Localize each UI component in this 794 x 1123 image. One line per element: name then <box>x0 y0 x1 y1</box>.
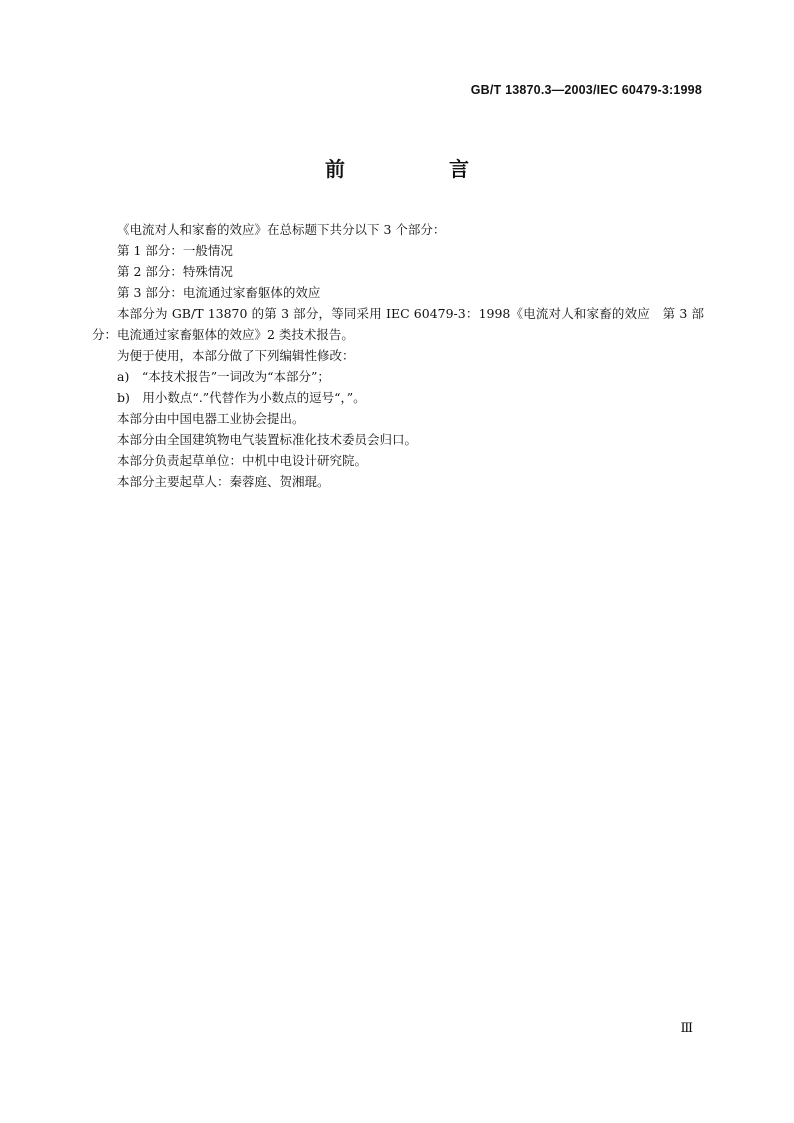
paragraph-part-2: 第 2 部分：特殊情况 <box>117 264 233 279</box>
paragraph-part-3: 第 3 部分：电流通过家畜躯体的效应 <box>117 285 321 300</box>
paragraph-drafters: 本部分主要起草人：秦蓉庭、贺湘琨。 <box>117 474 330 489</box>
paragraph-adoption: 本部分为 GB/T 13870 的第 3 部分，等同采用 IEC 60479-3：1998《电流对人和家畜的效应 第 3 部分：电流通过家畜躯体的效应》2 类技术报告。 <box>92 306 704 342</box>
paragraph-edit-b: b) 用小数点“.”代替作为小数点的逗号“，”。 <box>117 390 366 405</box>
paragraph-edit-a: a) “本技术报告”一词改为“本部分”； <box>117 369 330 384</box>
paragraph-part-1: 第 1 部分：一般情况 <box>117 243 233 258</box>
paragraph-edits-intro: 为便于使用，本部分做了下列编辑性修改： <box>117 348 355 363</box>
foreword-body <box>92 219 704 492</box>
paragraph-drafting-unit: 本部分负责起草单位：中机中电设计研究院。 <box>117 453 368 468</box>
page-title: 前 言 <box>325 157 511 181</box>
paragraph-proposed-by: 本部分由中国电器工业协会提出。 <box>117 411 305 426</box>
standard-code-header: GB/T 13870.3—2003/IEC 60479-3:1998 <box>470 83 702 97</box>
paragraph-centralized-by: 本部分由全国建筑物电气装置标准化技术委员会归口。 <box>117 432 418 447</box>
page-number: Ⅲ <box>680 1021 693 1036</box>
paragraph-intro: 《电流对人和家畜的效应》在总标题下共分以下 3 个部分： <box>117 222 446 237</box>
